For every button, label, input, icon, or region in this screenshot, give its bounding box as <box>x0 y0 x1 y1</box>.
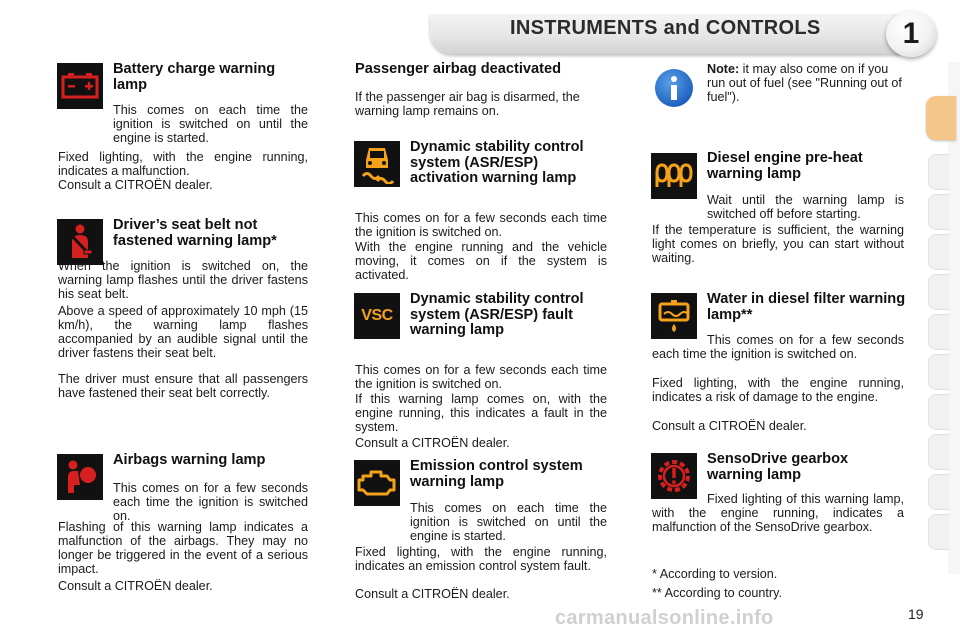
chapter-tabs <box>928 62 960 574</box>
vsc-icon <box>354 293 400 339</box>
watermark: carmanualsonline.info <box>555 607 774 629</box>
diesel-text-2: If the temperature is sufficient, the warning light comes on briefly, you can start without waiting. <box>652 223 904 265</box>
battery-text-3: Consult a CITROËN dealer. <box>58 178 213 192</box>
chapter-tab-active[interactable] <box>926 96 956 140</box>
sensodrive-text-1: Fixed lighting of this warning lamp, with the engine running, indicates a malfunction of the SensoDrive gearbox. <box>652 492 904 534</box>
chapter-tab[interactable] <box>928 434 949 470</box>
esp-fault-text-3: Consult a CITROËN dealer. <box>355 436 510 450</box>
chapter-number: 1 <box>886 11 936 57</box>
page-header <box>0 0 960 62</box>
chapter-tab[interactable] <box>928 274 949 310</box>
chapter-tab[interactable] <box>928 234 949 270</box>
chapter-tab[interactable] <box>928 514 949 550</box>
esp-activation-text-2: With the engine running and the vehicle moving, it comes on if the system is activated. <box>355 240 607 282</box>
emission-text-3: Consult a CITROËN dealer. <box>355 587 510 601</box>
water-text-3: Consult a CITROËN dealer. <box>652 419 807 433</box>
preheat-coil-icon <box>651 153 697 199</box>
page-number: 19 <box>908 606 924 622</box>
airbag-text-1: This comes on for a few seconds each time the ignition is switched on. <box>113 481 308 523</box>
chapter-tab[interactable] <box>928 394 949 430</box>
esp-fault-title: Dynamic stability control system (ASR/ESP) fault warning lamp <box>410 291 584 338</box>
chapter-tab[interactable] <box>928 154 949 190</box>
water-text-1: This comes on for a few seconds each time the ignition is switched on. <box>652 333 904 361</box>
note-text <box>707 62 906 104</box>
passenger-text-1: If the passenger air bag is disarmed, the warning lamp remains on. <box>355 90 580 118</box>
info-icon <box>655 69 693 107</box>
airbag-icon <box>57 454 103 500</box>
battery-text-2: Fixed lighting, with the engine running, indicates a malfunction. <box>58 150 308 178</box>
airbag-text-3: Consult a CITROËN dealer. <box>58 579 213 593</box>
esp-fault-text-2: If this warning lamp comes on, with the engine running, this indicates a fault in the system. <box>355 392 607 434</box>
note-body: it may also come on if you run out of fuel (see "Running out of fuel"). <box>707 62 902 104</box>
vsc-icon-text: VSC <box>361 307 393 324</box>
seatbelt-title: Driver’s seat belt not fastened warning lamp* <box>113 217 277 249</box>
water-title: Water in diesel filter warning lamp** <box>707 291 906 323</box>
battery-text-1: This comes on each time the ignition is switched on until the engine is started. <box>113 103 308 145</box>
battery-icon <box>57 63 103 109</box>
footnote-country: ** According to country. <box>652 586 782 600</box>
esp-activation-title: Dynamic stability control system (ASR/ESP) activation warning lamp <box>410 139 584 186</box>
chapter-tab[interactable] <box>928 354 949 390</box>
chapter-tab[interactable] <box>928 314 949 350</box>
esp-activation-icon <box>354 141 400 187</box>
airbag-title: Airbags warning lamp <box>113 452 266 468</box>
footnote-version: * According to version. <box>652 567 778 581</box>
emission-text-1: This comes on each time the ignition is switched on until the engine is started. <box>410 501 607 543</box>
esp-fault-text-1: This comes on for a few seconds each time the ignition is switched on. <box>355 363 607 391</box>
emission-title: Emission control system warning lamp <box>410 458 583 490</box>
seatbelt-text-3: The driver must ensure that all passengers have fastened their seat belt correctly. <box>58 372 308 400</box>
sensodrive-title: SensoDrive gearbox warning lamp <box>707 451 849 483</box>
seatbelt-text-1: When the ignition is switched on, the warning lamp flashes until the driver fastens his seat belt. <box>58 259 308 301</box>
engine-icon <box>354 460 400 506</box>
chapter-tab[interactable] <box>928 474 949 510</box>
battery-title: Battery charge warning lamp <box>113 61 276 93</box>
diesel-title: Diesel engine pre-heat warning lamp <box>707 150 863 182</box>
page-title: INSTRUMENTS and CONTROLS <box>510 17 821 39</box>
airbag-text-2: Flashing of this warning lamp indicates a malfunction of the airbags. They may no longer be triggered in the event of a serious impact. <box>58 520 308 576</box>
diesel-text-1: Wait until the warning lamp is switched off before starting. <box>707 193 904 221</box>
water-text-2: Fixed lighting, with the engine running, indicates a risk of damage to the engine. <box>652 376 904 404</box>
emission-text-2: Fixed lighting, with the engine running, indicates an emission control system fault. <box>355 545 607 573</box>
esp-activation-text-1: This comes on for a few seconds each time the ignition is switched on. <box>355 211 607 239</box>
chapter-tab[interactable] <box>928 194 949 230</box>
note-label: Note: <box>707 62 740 76</box>
seatbelt-text-2: Above a speed of approximately 10 mph (15 km/h), the warning lamp flashes accompanied by an audible signal until the driver fastens their seat belt. <box>58 304 308 360</box>
passenger-title: Passenger airbag deactivated <box>355 61 562 77</box>
